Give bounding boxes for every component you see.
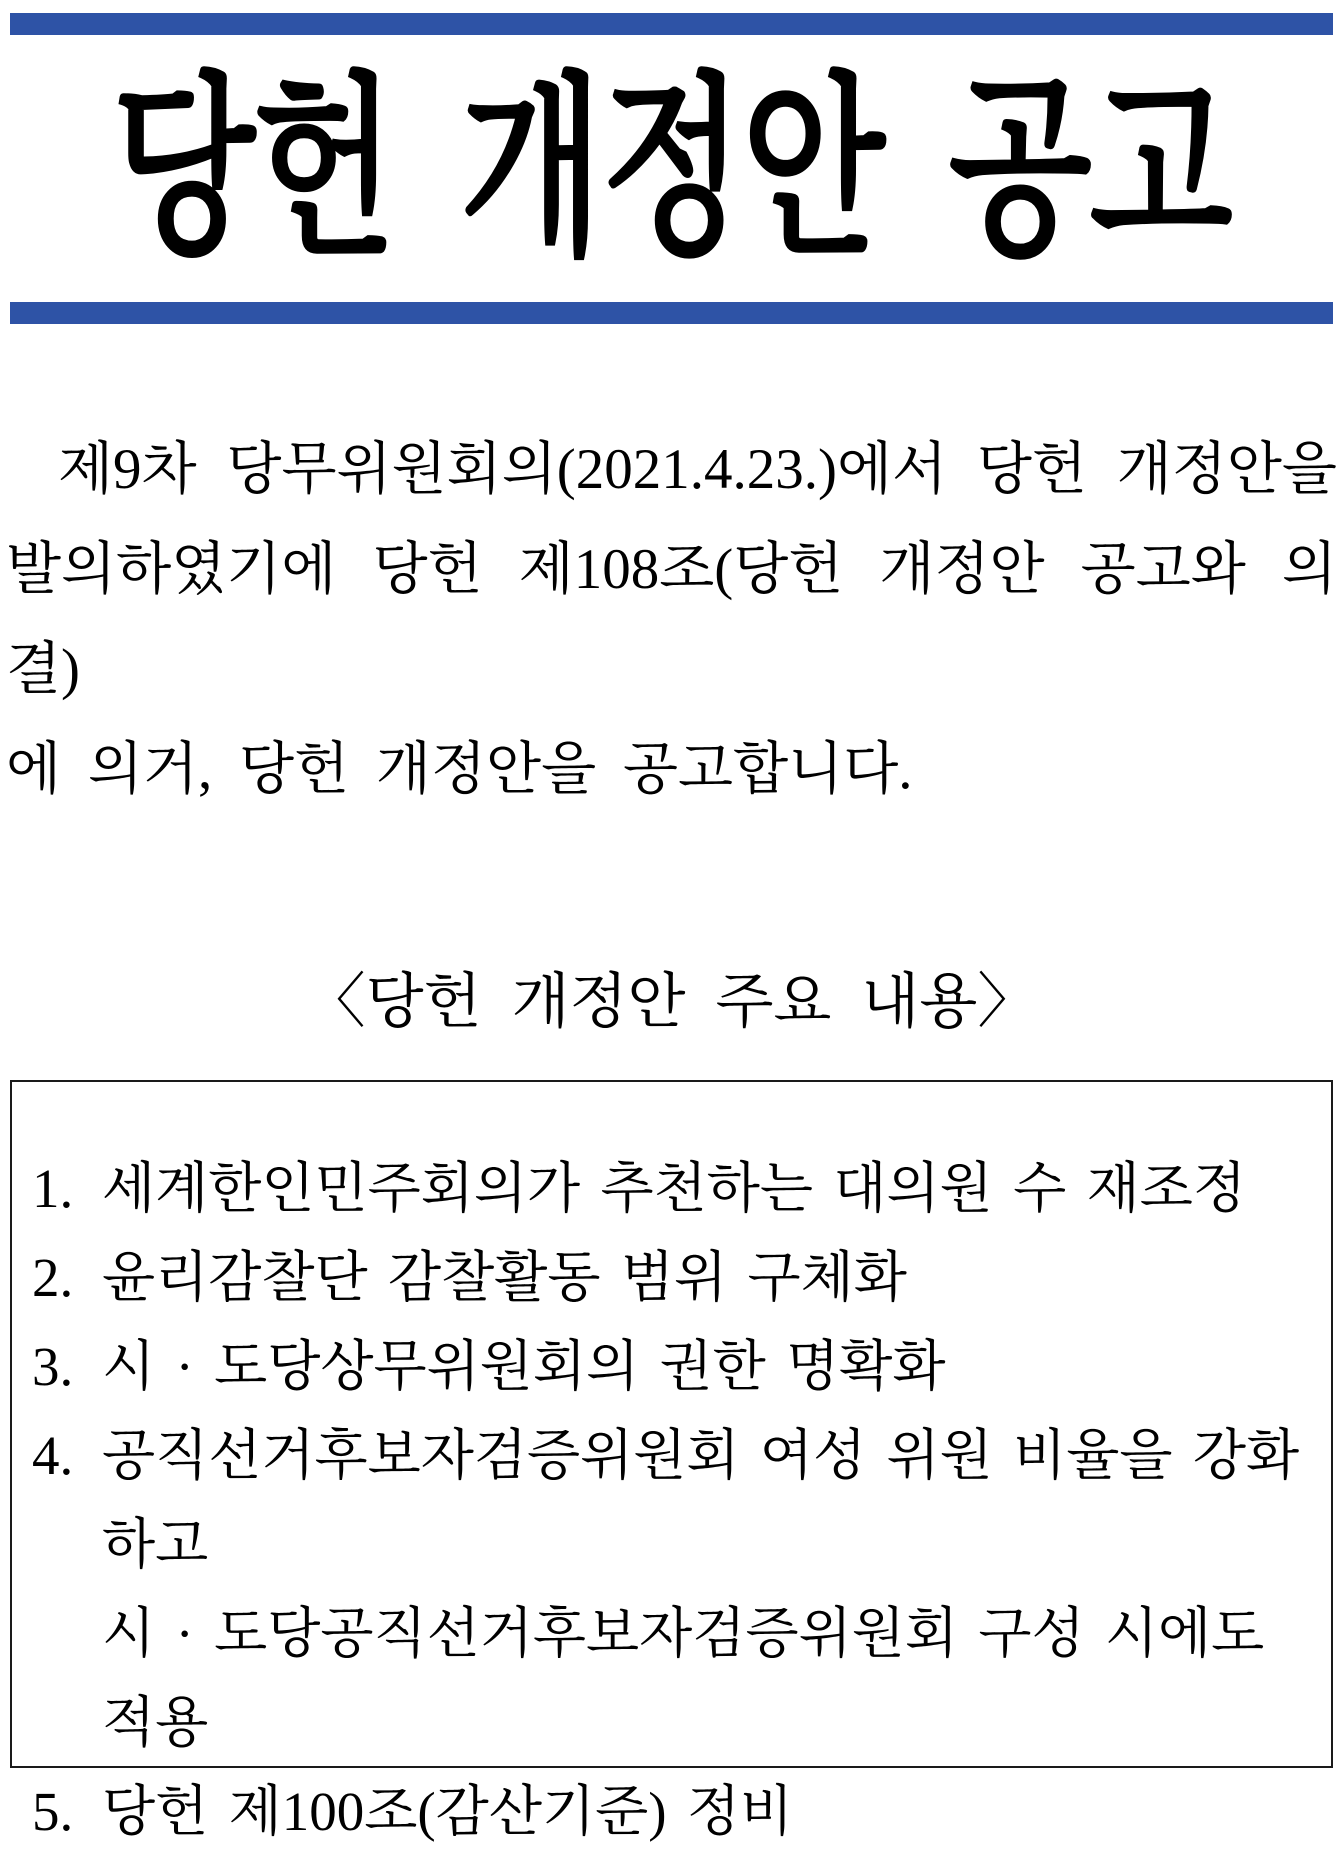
summary-list: [32, 1144, 1313, 1856]
section-subtitle: 〈당헌 개정안 주요 내용〉: [305, 969, 1038, 1035]
list-item-line: 시 · 도당상무위원회의 권한 명확화: [102, 1336, 946, 1397]
title-block: [0, 60, 1343, 279]
list-item-line: 윤리감찰단 감찰활동 범위 구체화: [102, 1247, 907, 1308]
list-item: [32, 1767, 1313, 1856]
list-item-number: 5.: [32, 1781, 74, 1842]
list-item-number: 2.: [32, 1247, 74, 1308]
summary-box: [10, 1080, 1333, 1842]
list-item: [32, 1322, 1313, 1411]
list-item-text: [102, 1322, 1313, 1411]
list-item-line: 시 · 도당공직선거후보자검증위원회 구성 시에도 적용: [102, 1603, 1265, 1753]
middle-accent-bar: [10, 302, 1333, 324]
body-paragraph: [6, 420, 1337, 820]
page-title: 당헌 개정안 공고: [112, 60, 1231, 279]
list-item-text: [102, 1767, 1313, 1856]
list-item: [32, 1144, 1313, 1233]
list-item-line: 당헌 제100조(감산기준) 정비: [102, 1781, 794, 1842]
list-item-line: 공직선거후보자검증위원회 여성 위원 비율을 강화하고: [102, 1425, 1300, 1575]
list-item-line: 세계한인민주회의가 추천하는 대의원 수 재조정: [102, 1158, 1247, 1219]
list-item-number: 1.: [32, 1158, 74, 1219]
list-item: [32, 1233, 1313, 1322]
list-item-text: [102, 1411, 1313, 1767]
paragraph-line-3: 에 의거, 당헌 개정안을 공고합니다.: [6, 738, 913, 801]
list-item-number: 4.: [32, 1425, 74, 1486]
list-item-number: 3.: [32, 1336, 74, 1397]
list-item-text: [102, 1233, 1313, 1322]
top-accent-bar: [10, 13, 1333, 35]
paragraph-line-2: 발의하였기에 당헌 제108조(당헌 개정안 공고와 의결): [6, 538, 1337, 701]
list-item: [32, 1411, 1313, 1767]
paragraph-line-1: 제9차 당무위원회의(2021.4.23.)에서 당헌 개정안을: [58, 438, 1337, 501]
list-item-text: [102, 1144, 1313, 1233]
